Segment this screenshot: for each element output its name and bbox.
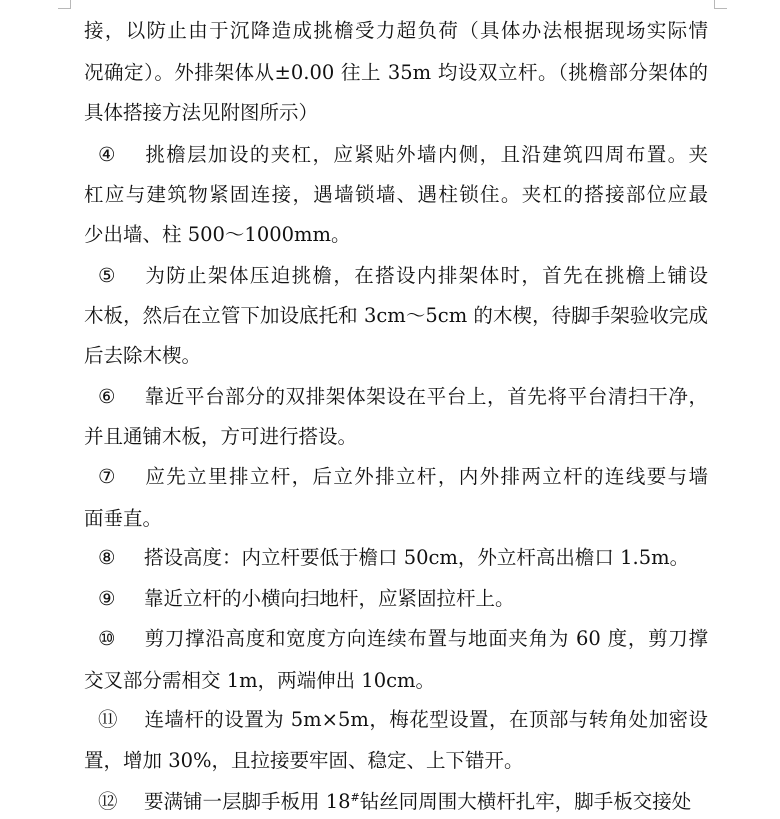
text-line: 少出墙、柱 500～1000mm。	[84, 223, 351, 246]
item-text: 靠近平台部分的双排架体架设在平台上，首先将平台清扫干净，	[144, 385, 708, 408]
list-item-12-line	[98, 790, 708, 814]
item-number: ⑪	[98, 708, 118, 731]
item-text: 应先立里排立杆，后立外排立杆，内外排两立杆的连线要与墙	[144, 465, 708, 488]
item-text: 靠近立杆的小横向扫地杆，应紧固拉杆上。	[144, 587, 515, 610]
item-text: 要满铺一层脚手板用 18	[144, 790, 351, 813]
text-line: 具体搭接方法见附图所示）	[84, 101, 319, 124]
item-number: ⑤	[98, 264, 116, 287]
list-item-11-line	[98, 708, 708, 732]
text-line: 置，增加 30%，且拉接要牢固、稳定、上下错开。	[84, 749, 524, 772]
list-item-8-line	[98, 546, 708, 570]
text-line: 况确定）。外排架体从±0.00 往上 35m 均设双立杆。（挑檐部分架体的	[84, 61, 708, 84]
list-item-6-line	[98, 385, 708, 409]
item-text: 剪刀撑沿高度和宽度方向连续布置与地面夹角为 60 度，剪刀撑	[144, 627, 708, 650]
list-item-4-line	[98, 143, 708, 167]
item-number: ⑧	[98, 546, 116, 569]
item-number: ④	[98, 143, 116, 166]
item-text: 搭设高度：内立杆要低于檐口 50cm，外立杆高出檐口 1.5m。	[144, 546, 690, 569]
text-line: 交叉部分需相交 1m，两端伸出 10cm。	[84, 669, 436, 692]
list-item-10-line	[98, 627, 708, 651]
list-item-7-line	[98, 465, 708, 489]
text-line: 面垂直。	[84, 507, 163, 530]
list-item-9-line	[98, 587, 708, 611]
item-number: ⑥	[98, 385, 116, 408]
text-line: 并且通铺木板，方可进行搭设。	[84, 425, 358, 448]
item-text-continuation: 钻丝同周围大横杆扎牢，脚手板交接处	[359, 790, 692, 813]
text-line: 木板，然后在立管下加设底托和 3cm～5cm 的木楔，待脚手架验收完成	[84, 304, 708, 327]
text-line: 接，以防止由于沉降造成挑檐受力超负荷（具体办法根据现场实际情	[84, 19, 708, 42]
wire-gauge-mark: #	[350, 791, 360, 804]
item-text: 为防止架体压迫挑檐，在搭设内排架体时，首先在挑檐上铺设	[144, 264, 708, 287]
item-number: ⑫	[98, 790, 118, 813]
item-number: ⑩	[98, 627, 116, 650]
text-line: 杠应与建筑物紧固连接，遇墙锁墙、遇柱锁住。夹杠的搭接部位应最	[84, 183, 708, 206]
item-number: ⑦	[98, 465, 116, 488]
text-line: 后去除木楔。	[84, 344, 202, 367]
item-text: 连墙杆的设置为 5m×5m，梅花型设置，在顶部与转角处加密设	[144, 708, 708, 731]
item-text: 挑檐层加设的夹杠，应紧贴外墙内侧，且沿建筑四周布置。夹	[144, 143, 708, 166]
item-number: ⑨	[98, 587, 116, 610]
list-item-5-line	[98, 264, 708, 288]
